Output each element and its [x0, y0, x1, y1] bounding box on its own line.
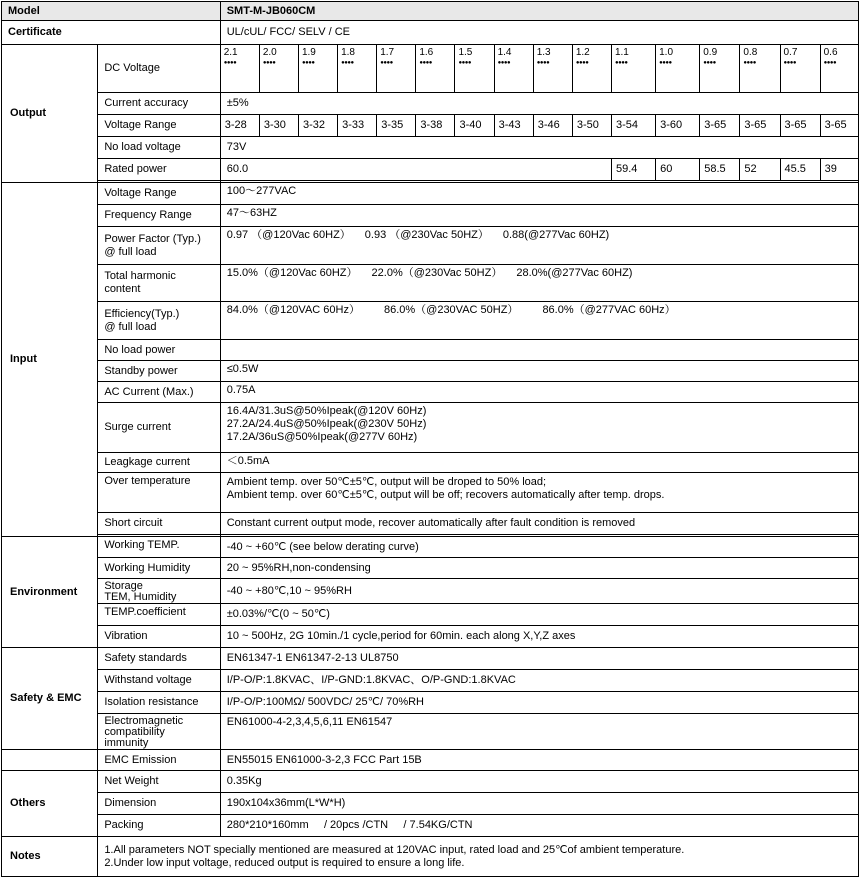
thd-label-line1: Total harmonic [104, 270, 176, 282]
efficiency-230: 86.0%（@230VAC 50HZ） [383, 304, 519, 316]
dc-voltage-dots: ●●●● [823, 60, 837, 66]
dc-voltage-value: 0.9 [703, 47, 718, 58]
surge-current-line: 16.4A/31.3uS@50%Ipeak(@120V 60Hz) [226, 405, 427, 417]
emc-immunity-label-line3: immunity [104, 737, 149, 749]
dimension-label: Dimension [98, 793, 220, 815]
thd-277: 28.0%(@277Vac 60HZ) [516, 267, 633, 279]
thd-label-line2: content [104, 283, 141, 295]
temp-coefficient-label: TEMP.coefficient [98, 604, 220, 626]
dc-voltage-value: 1.7 [380, 47, 395, 58]
frequency-range-label: Frequency Range [98, 205, 220, 227]
net-weight-label: Net Weight [98, 771, 220, 793]
dc-voltage-dots: ●●●● [341, 60, 354, 66]
dc-voltage-cell [338, 45, 377, 93]
certificate-row [2, 21, 859, 45]
dc-voltage-value: 1.1 [614, 47, 629, 58]
dc-voltage-dots: ●●●● [783, 60, 796, 66]
dc-voltage-value: 2.1 [223, 47, 238, 58]
power-factor-230: 0.93 （@230Vac 50HZ） [364, 229, 489, 241]
efficiency-277: 86.0%（@277VAC 60Hz） [542, 304, 676, 316]
ac-current-row [2, 382, 859, 403]
dc-voltage-cell [820, 45, 858, 93]
storage-label-line1: Storage [104, 580, 143, 592]
temp-coefficient-row [2, 604, 859, 626]
dc-voltage-dots: ●●●● [223, 60, 237, 66]
emc-immunity-label-line2: compatibility [104, 726, 165, 738]
dc-voltage-value: 1.8 [341, 47, 355, 58]
model-value: SMT-M-JB060CM [220, 2, 858, 21]
dc-voltage-value: 1.3 [536, 47, 551, 58]
current-accuracy-value: ±5% [220, 93, 858, 115]
dc-voltage-dots: ●●●● [536, 60, 550, 66]
rated-power-cell: 60 [656, 159, 700, 181]
voltage-range-cell: 3-30 [259, 115, 298, 137]
dc-voltage-value: 1.0 [659, 47, 674, 58]
rated-power-label: Rated power [98, 159, 220, 181]
dc-voltage-cell [494, 45, 533, 93]
dc-voltage-value: 0.8 [743, 47, 758, 58]
dc-voltage-cell [740, 45, 780, 93]
dc-voltage-row [2, 45, 859, 93]
working-humidity-value: 20 ~ 95%RH,non-condensing [220, 558, 858, 579]
dc-voltage-label: DC Voltage [98, 45, 220, 93]
ac-current-value: 0.75A [220, 382, 858, 403]
dc-voltage-cell [416, 45, 455, 93]
dc-voltage-cell [298, 45, 337, 93]
notes-value [98, 837, 859, 877]
working-temp-row [2, 537, 859, 558]
over-temperature-line: Ambient temp. over 50℃±5℃, output will be droped to 50% load; [226, 476, 547, 488]
temp-coefficient-value: ±0.03%/℃(0 ~ 50℃) [220, 604, 858, 626]
note-line: 1.All parameters NOT specially mentioned are measured at 120VAC input, rated load and 25℃of ambient temperature. [104, 843, 685, 856]
short-circuit-label: Short circuit [98, 513, 220, 535]
no-load-power-row [2, 340, 859, 361]
no-load-power-value [220, 340, 858, 361]
dc-voltage-cell [259, 45, 298, 93]
storage-label-line2: TEM, Humidity [104, 591, 177, 603]
surge-current-label: Surge current [98, 403, 220, 453]
rated-power-cell: 58.5 [700, 159, 740, 181]
input-voltage-range-row [2, 183, 859, 205]
voltage-range-cell: 3-65 [740, 115, 780, 137]
voltage-range-cell: 3-43 [494, 115, 533, 137]
safety-standards-row [2, 648, 859, 670]
dc-voltage-dots: ●●●● [497, 60, 511, 66]
certificate-value: UL/cUL/ FCC/ SELV / CE [220, 21, 858, 45]
dc-voltage-value: 2.0 [262, 47, 277, 58]
current-accuracy-label: Current accuracy [98, 93, 220, 115]
efficiency-label-line2: @ full load [104, 320, 157, 333]
efficiency-label [98, 302, 220, 340]
model-row [2, 2, 859, 21]
emc-immunity-label-line1: Electromagnetic [104, 715, 184, 727]
voltage-range-label: Voltage Range [98, 115, 220, 137]
short-circuit-row [2, 513, 859, 535]
thd-value [220, 265, 858, 302]
dc-voltage-cell [611, 45, 655, 93]
working-humidity-label: Working Humidity [98, 558, 220, 579]
standby-power-row [2, 361, 859, 382]
isolation-resistance-row [2, 692, 859, 714]
isolation-resistance-value: I/P-O/P:100MΩ/ 500VDC/ 25℃/ 70%RH [220, 692, 858, 714]
dc-voltage-dots: ●●●● [262, 60, 276, 66]
dc-voltage-dots: ●●●● [301, 60, 315, 66]
dc-voltage-cell [700, 45, 740, 93]
over-temperature-value [220, 473, 858, 513]
voltage-range-cell: 3-38 [416, 115, 455, 137]
short-circuit-value: Constant current output mode, recover automatically after fault condition is removed [220, 513, 858, 535]
isolation-resistance-label: Isolation resistance [98, 692, 220, 714]
net-weight-row [2, 771, 859, 793]
over-temperature-row [2, 473, 859, 513]
dc-voltage-value: 1.6 [419, 47, 434, 58]
working-humidity-row [2, 558, 859, 579]
safety-group-label: Safety & EMC [2, 648, 98, 750]
environment-group-label: Environment [2, 537, 98, 648]
storage-row [2, 579, 859, 604]
spec-table [1, 1, 859, 877]
power-factor-label [98, 227, 220, 265]
voltage-range-cell: 3-33 [338, 115, 377, 137]
power-factor-value [220, 227, 858, 265]
voltage-range-cell: 3-40 [455, 115, 494, 137]
vibration-value: 10 ~ 500Hz, 2G 10min./1 cycle,period for 60min. each along X,Y,Z axes [220, 626, 858, 648]
emc-emission-label: EMC Emission [98, 750, 220, 771]
certificate-label: Certificate [2, 21, 221, 45]
rated-power-cell: 39 [820, 159, 858, 181]
over-temperature-line: Ambient temp. over 60℃±5℃, output will be off; recovers automatically after temp. drops. [226, 489, 665, 501]
power-factor-277: 0.88(@277Vac 60HZ) [502, 229, 610, 241]
storage-value: -40 ~ +80℃,10 ~ 95%RH [220, 579, 858, 604]
packing-label: Packing [98, 815, 220, 837]
dc-voltage-value: 1.4 [497, 47, 512, 58]
safety-standards-label: Safety standards [98, 648, 220, 670]
power-factor-label-line2: @ full load [104, 245, 157, 258]
emc-immunity-value: EN61000-4-2,3,4,5,6,11 EN61547 [220, 714, 858, 750]
dc-voltage-value: 1.5 [458, 47, 473, 58]
surge-current-value [220, 403, 858, 453]
dc-voltage-dots: ●●●● [575, 60, 589, 66]
dc-voltage-cell [572, 45, 611, 93]
leakage-current-label-text: Leagkage current [104, 456, 190, 468]
output-group-label: Output [2, 45, 98, 183]
others-group-label: Others [2, 771, 98, 837]
emc-immunity-label [98, 714, 220, 750]
dc-voltage-dots: ●●●● [614, 60, 628, 66]
dc-voltage-cell [220, 45, 259, 93]
efficiency-row [2, 302, 859, 340]
dc-voltage-cell [455, 45, 494, 93]
voltage-range-cell: 3-50 [572, 115, 611, 137]
voltage-range-cell: 3-65 [700, 115, 740, 137]
frequency-range-value: 47～63HZ [220, 205, 858, 227]
emc-emission-value: EN55015 EN61000-3-2,3 FCC Part 15B [220, 750, 858, 771]
storage-label [98, 579, 220, 604]
packing-value: 280*210*160mm / 20pcs /CTN / 7.54KG/CTN [220, 815, 858, 837]
surge-current-line: 27.2A/24.4uS@50%Ipeak(@230V 50Hz) [226, 418, 427, 430]
dc-voltage-cell [377, 45, 416, 93]
voltage-range-cell: 3-28 [220, 115, 259, 137]
no-load-voltage-row [2, 137, 859, 159]
voltage-range-cell: 3-32 [298, 115, 337, 137]
voltage-range-cell: 3-35 [377, 115, 416, 137]
no-load-voltage-value: 73V [220, 137, 858, 159]
voltage-range-cell: 3-54 [611, 115, 655, 137]
notes-label: Notes [2, 837, 98, 877]
emc-immunity-row [2, 714, 859, 750]
dc-voltage-dots: ●●●● [703, 60, 716, 66]
voltage-range-row [2, 115, 859, 137]
surge-current-line: 17.2A/36uS@50%Ipeak(@277V 60Hz) [226, 431, 418, 443]
thd-230: 22.0%（@230Vac 50HZ） [371, 267, 503, 279]
packing-row [2, 815, 859, 837]
voltage-range-cell: 3-60 [656, 115, 700, 137]
input-group-label: Input [2, 183, 98, 537]
dc-voltage-value: 0.7 [783, 47, 798, 58]
ac-current-label: AC Current (Max.) [98, 382, 220, 403]
voltage-range-cell: 3-65 [780, 115, 820, 137]
model-label: Model [2, 2, 221, 21]
power-factor-label-line1: Power Factor (Typ.) [104, 232, 201, 245]
working-temp-value: -40 ~ +60℃ (see below derating curve) [220, 537, 858, 558]
over-temperature-label: Over temperature [98, 473, 220, 513]
voltage-range-cell: 3-46 [533, 115, 572, 137]
dc-voltage-cell [656, 45, 700, 93]
rated-power-cell: 45.5 [780, 159, 820, 181]
rated-power-cell: 52 [740, 159, 780, 181]
net-weight-value: 0.35Kg [220, 771, 858, 793]
withstand-voltage-row [2, 670, 859, 692]
dc-voltage-value: 0.6 [823, 47, 838, 58]
standby-power-label: Standby power [98, 361, 220, 382]
surge-current-row [2, 403, 859, 453]
standby-power-value: ≤0.5W [220, 361, 858, 382]
emc-emission-row [2, 750, 859, 771]
current-accuracy-row [2, 93, 859, 115]
efficiency-value [220, 302, 858, 340]
thd-label [98, 265, 220, 302]
no-load-voltage-label: No load voltage [98, 137, 220, 159]
dc-voltage-dots: ●●●● [458, 60, 471, 66]
withstand-voltage-value: I/P-O/P:1.8KVAC、I/P-GND:1.8KVAC、O/P-GND:1.8KVAC [220, 670, 858, 692]
vibration-label: Vibration [98, 626, 220, 648]
thd-row [2, 265, 859, 302]
dc-voltage-cell [780, 45, 820, 93]
rated-power-cell: 59.4 [611, 159, 655, 181]
power-factor-row [2, 227, 859, 265]
efficiency-120: 84.0%（@120VAC 60Hz） [226, 304, 360, 316]
vibration-row [2, 626, 859, 648]
leakage-current-label [98, 453, 220, 473]
withstand-voltage-label: Withstand voltage [98, 670, 220, 692]
notes-row [2, 837, 859, 877]
emc-emission-group-cell [2, 750, 98, 771]
dc-voltage-value: 1.2 [575, 47, 590, 58]
voltage-range-cell: 3-65 [820, 115, 858, 137]
dc-voltage-dots: ●●●● [743, 60, 756, 66]
thd-120: 15.0%（@120Vac 60HZ） [226, 267, 358, 279]
leakage-current-row [2, 453, 859, 473]
dc-voltage-value: 1.9 [301, 47, 316, 58]
rated-power-row [2, 159, 859, 181]
input-voltage-range-label: Voltage Range [98, 183, 220, 205]
power-factor-120: 0.97 （@120Vac 60HZ） [226, 229, 351, 241]
frequency-range-row [2, 205, 859, 227]
dc-voltage-cell [533, 45, 572, 93]
working-temp-label: Working TEMP. [98, 537, 220, 558]
dc-voltage-dots: ●●●● [659, 60, 672, 66]
dimension-value: 190x104x36mm(L*W*H) [220, 793, 858, 815]
no-load-power-label: No load power [98, 340, 220, 361]
dc-voltage-dots: ●●●● [380, 60, 393, 66]
efficiency-label-line1: Efficiency(Typ.) [104, 307, 180, 320]
dimension-row [2, 793, 859, 815]
note-line: 2.Under low input voltage, reduced output is required to ensure a long life. [104, 856, 465, 869]
dc-voltage-dots: ●●●● [419, 60, 432, 66]
rated-power-value: 60.0 [220, 159, 611, 181]
input-voltage-range-value: 100～277VAC [220, 183, 858, 205]
leakage-current-value: ＜0.5mA [220, 453, 858, 473]
safety-standards-value: EN61347-1 EN61347-2-13 UL8750 [220, 648, 858, 670]
